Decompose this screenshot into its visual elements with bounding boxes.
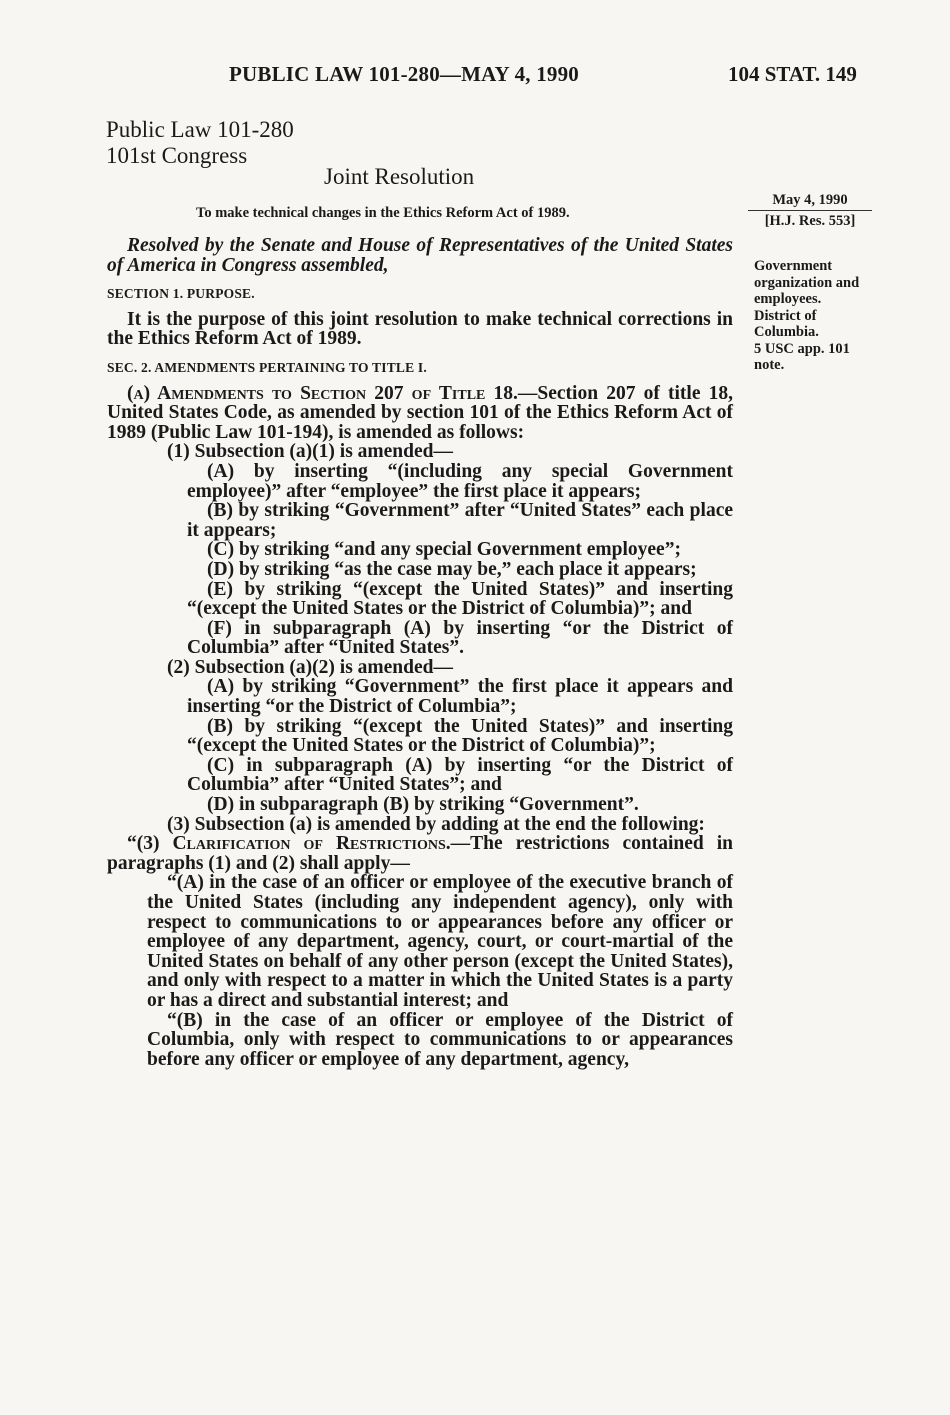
subparagraph-1C: (C) by striking “and any special Government employee”;	[207, 539, 681, 561]
resolution-body	[107, 236, 733, 1069]
section-2-heading: SEC. 2. AMENDMENTS PERTAINING TO TITLE I.	[107, 359, 427, 375]
subparagraph-1F: (F) in subparagraph (A) by inserting “or the District of Columbia” after “United States”.	[187, 617, 733, 659]
quoted-paragraph-3	[107, 834, 733, 873]
margin-note-line: Government	[754, 258, 833, 274]
document-type-title: Joint Resolution	[324, 164, 475, 189]
resolution-number: [H.J. Res. 553]	[764, 213, 856, 229]
margin-date-block	[748, 192, 872, 230]
margin-note-line: organization and	[754, 274, 860, 291]
section-1-heading: SECTION 1. PURPOSE.	[107, 286, 255, 302]
law-title-block	[106, 117, 294, 169]
subparagraph-2B: (B) by striking “(except the United States)” and inserting “(except the United States or the District of Columbia)”;	[187, 715, 733, 757]
subsection-a-heading: (a) Amendments to Section 207 of Title 18.	[127, 382, 518, 404]
subparagraph-1E: (E) by striking “(except the United States)” and inserting “(except the United States or the District of Columbia)”; and	[187, 578, 733, 620]
subparagraph-2A: (A) by striking “Government” the first place it appears and inserting “or the District of Columbia”;	[187, 676, 733, 718]
subparagraph-2C: (C) in subparagraph (A) by inserting “or the District of Columbia” after “United States”; and	[187, 754, 733, 796]
congress-number: 101st Congress	[106, 143, 248, 168]
running-header: PUBLIC LAW 101-280—MAY 4, 1990	[229, 62, 579, 86]
margin-notes	[754, 258, 859, 374]
margin-note-line: Columbia.	[754, 324, 819, 340]
quoted-paragraph-3-heading: “(3) Clarification of Restrictions.	[127, 833, 451, 855]
margin-note-line: employees.	[754, 291, 822, 307]
paragraph-2: (2) Subsection (a)(2) is amended—	[167, 656, 453, 678]
paragraph-1: (1) Subsection (a)(1) is amended—	[167, 441, 453, 463]
purpose-line: To make technical changes in the Ethics Reform Act of 1989.	[196, 205, 570, 221]
subparagraph-1A: (A) by inserting “(including any special Government employee)” after “employee” the first place it appears;	[187, 460, 733, 502]
subparagraph-2D: (D) in subparagraph (B) by striking “Government”.	[207, 794, 639, 816]
public-law-number: Public Law 101-280	[106, 117, 294, 142]
margin-note-line: District of	[754, 307, 817, 324]
subparagraph-1B: (B) by striking “Government” after “United States” each place it appears;	[187, 500, 733, 541]
section-1-text: It is the purpose of this joint resolution to make technical corrections in the Ethics Reform Act of 1989.	[107, 308, 733, 350]
enactment-date: May 4, 1990	[748, 192, 872, 211]
subsection-a-text: —Section 207 of title 18, United States Code, as amended by section 101 of the Ethics Reform Act of 1989 (Public Law 101-194), is amended as follows:	[107, 382, 733, 443]
resolving-clause: Resolved by the Senate and House of Representatives of the United States of America in Congress assembled,	[107, 235, 733, 276]
subparagraph-1D: (D) by striking “as the case may be,” each place it appears;	[207, 558, 697, 580]
subsection-a	[107, 384, 733, 443]
margin-note-line: note.	[754, 357, 785, 373]
statute-page-number: 104 STAT. 149	[728, 62, 857, 86]
margin-note-line: 5 USC app. 101	[754, 340, 850, 357]
paragraph-3: (3) Subsection (a) is amended by adding at the end the following:	[167, 813, 705, 835]
quoted-subparagraph-B: “(B) in the case of an officer or employee of the District of Columbia, only with respect to communications to or appearances before any officer or employee of any department, agency,	[147, 1009, 733, 1070]
quoted-subparagraph-A: “(A) in the case of an officer or employee of the executive branch of the United States (including any independent agency), only with respect to communications to or appearances before any officer or employee of any department, agency, court, or court-martial of the United States on behalf of any other person (except the United States), and only with respect to a matter in which the United States is a party or has a direct and substantial interest; and	[147, 872, 733, 1011]
quoted-paragraph-3-text: —The restrictions contained in paragraphs (1) and (2) shall apply—	[107, 833, 733, 874]
